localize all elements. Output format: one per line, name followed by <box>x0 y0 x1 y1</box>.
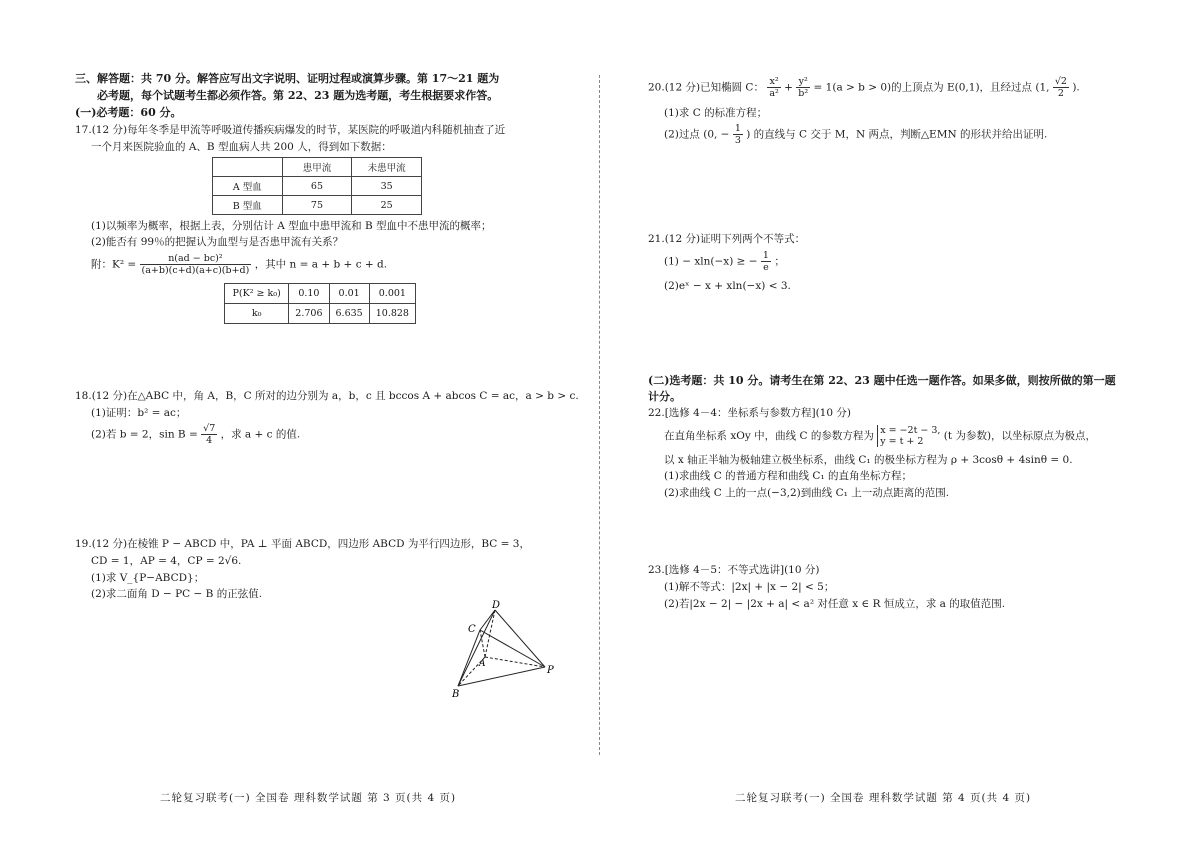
q20-y-fraction <box>796 76 810 99</box>
ptable-cell: 0.10 <box>289 284 329 304</box>
q19-sub2: (2)求二面角 D − PC − B 的正弦值. <box>91 588 263 600</box>
q22-line1-prefix: 在直角坐标系 xOy 中，曲线 C 的参数方程为 <box>664 430 874 442</box>
q18-sub1: (1)证明：b² = ac； <box>91 407 187 419</box>
q20-sub2-fraction <box>733 123 743 146</box>
q17-appendix <box>91 253 387 276</box>
q20-x-denominator: a² <box>769 88 779 99</box>
q20-sub2-numerator: 1 <box>734 123 741 134</box>
q18-sinb-denominator: 4 <box>206 435 213 446</box>
q17-table-header: 未患甲流 <box>352 158 422 177</box>
q17-table-cell: 65 <box>282 177 352 196</box>
q19-line2: CD = 1，AP = 4，CP = 2√6. <box>91 555 242 567</box>
q21-line1: 21.(12 分)证明下列两个不等式： <box>648 233 806 245</box>
vertex-label-a: A <box>479 659 486 669</box>
q17-table-cell: 25 <box>352 196 422 215</box>
q20-sub1: (1)求 C 的标准方程； <box>664 107 768 119</box>
q17-table-corner <box>213 158 283 177</box>
q17-table-cell: B 型血 <box>213 196 283 215</box>
ptable-cell: 0.001 <box>369 284 415 304</box>
q23-sub1: (1)解不等式：|2x| + |x − 2| < 5； <box>664 581 835 593</box>
q17-k2-denominator: (a+b)(c+d)(a+c)(b+d) <box>141 265 250 276</box>
q18-sinb-numerator: √7 <box>203 423 216 434</box>
q21-sub1 <box>664 250 785 273</box>
vertex-label-c: C <box>468 624 476 635</box>
q18-line1: 18.(12 分)在△ABC 中，角 A，B，C 所对的边分别为 a，b，c 且 bccos A + abcos C = ac，a > b > c. <box>75 390 579 402</box>
q21-sub1-suffix: ； <box>774 255 785 268</box>
ptable-cell: 10.828 <box>369 304 415 324</box>
q20-line1 <box>648 76 1080 99</box>
q20-point-prefix: (1, <box>1035 81 1050 94</box>
q20-plus: + <box>784 81 793 94</box>
q20-sub2-point-prefix: (0, − <box>703 128 730 141</box>
q20-x-fraction <box>767 76 780 99</box>
ptable-cell: 0.01 <box>329 284 369 304</box>
q17-data-table <box>212 157 422 215</box>
q22-title: 22.[选修 4－4：坐标系与参数方程](10 分) <box>648 407 851 419</box>
ptable-cell: 2.706 <box>289 304 329 324</box>
q23-sub2: (2)若|2x − 2| − |2x + a| < a² 对任意 x ∈ R 恒成立，求 a 的取值范围. <box>664 598 1006 610</box>
vertex-label-b: B <box>452 689 460 700</box>
q22-parametric-system <box>877 425 940 447</box>
q18-sub2-prefix: (2)若 b = 2，sin B = <box>91 428 198 441</box>
q19-line1: 19.(12 分)在棱锥 P − ABCD 中，PA ⊥ 平面 ABCD，四边形 ABCD 为平行四边形，BC = 3， <box>75 538 530 550</box>
q22-line1-suffix: (t 为参数)，以坐标原点为极点， <box>943 430 1097 442</box>
left-footer: 二轮复习联考(一) 全国卷 理科数学试题 第 3 页(共 4 页) <box>160 792 457 804</box>
q20-x-numerator: x² <box>767 76 780 88</box>
q18-sub2-suffix: ，求 a + c 的值. <box>220 428 301 441</box>
right-footer: 二轮复习联考(一) 全国卷 理科数学试题 第 4 页(共 4 页) <box>735 792 1032 804</box>
q18-sinb-fraction <box>201 423 217 446</box>
q21-sub1-prefix: (1) − xln(−x) ≥ − <box>664 255 758 268</box>
q21-sub1-denominator: e <box>763 262 769 273</box>
q20-line1-prefix: 20.(12 分)已知椭圆 C： <box>648 81 764 94</box>
q22-sub2: (2)求曲线 C 上的一点(−3,2)到曲线 C₁ 上一动点距离的范围. <box>664 487 950 499</box>
q20-sub2-suffix: 的直线与 C 交于 M，N 两点，判断△EMN 的形状并给出证明. <box>753 128 1048 141</box>
q17-k2-fraction <box>140 253 252 276</box>
q17-appendix-prefix: 附：K² = <box>91 258 137 271</box>
q17-sub1: (1)以频率为概率，根据上表，分别估计 A 型血中患甲流和 B 型血中不患甲流的概率； <box>91 220 492 232</box>
q20-point-denominator: 2 <box>1057 88 1064 99</box>
pyramid-figure <box>440 595 570 705</box>
q17-line2: 一个月来医院验血的 A、B 型血病人共 200 人，得到如下数据： <box>91 141 392 153</box>
section3-heading: 三、解答题：共 70 分。解答应写出文字说明、证明过程或演算步骤。第 17～21 题为 <box>75 72 500 85</box>
q21-sub1-numerator: 1 <box>762 250 769 261</box>
ptable-cell: k₀ <box>225 304 289 324</box>
optional-heading: (二)选考题：共 10 分。请考生在第 22、23 题中任选一题作答。如果多做，则按所做的第一题 <box>648 374 1116 387</box>
q20-line1-mid: = 1(a > b > 0)的上顶点为 E(0,1)，且经过点 <box>813 81 1033 94</box>
q20-y-denominator: b² <box>798 88 809 99</box>
required-heading: (一)必考题：60 分。 <box>75 106 182 119</box>
q23-title: 23.[选修 4－5：不等式选讲](10 分) <box>648 564 820 576</box>
q17-k2-numerator: n(ad − bc)² <box>140 253 252 265</box>
q20-sub2-prefix: (2)过点 <box>664 128 700 141</box>
q17-line1: 17.(12 分)每年冬季是甲流等呼吸道传播疾病爆发的时节，某医院的呼吸道内科随机抽查了近 <box>75 124 506 136</box>
q19-sub1: (1)求 V_{P−ABCD}； <box>91 572 205 584</box>
vertex-label-p: P <box>547 665 554 676</box>
q20-point-suffix: ). <box>1072 81 1080 94</box>
q17-table-cell: A 型血 <box>213 177 283 196</box>
q17-table-header: 患甲流 <box>282 158 352 177</box>
q17-table-cell: 75 <box>282 196 352 215</box>
q17-critical-value-table <box>224 283 416 324</box>
section3-heading-cont: 必考题，每个试题考生都必须作答。第 22、23 题为选考题，考生根据要求作答。 <box>97 89 499 102</box>
q17-sub2: (2)能否有 99％的把握认为血型与是否患甲流有关系？ <box>91 236 344 248</box>
q20-point-numerator: √2 <box>1054 76 1067 87</box>
q21-sub2: (2)eˣ − x + xln(−x) < 3. <box>664 280 791 292</box>
q18-sub2 <box>91 423 300 446</box>
q22-eq1: x = −2t − 3, <box>880 425 941 436</box>
q22-line1 <box>664 425 1096 447</box>
q20-sub2-denominator: 3 <box>734 135 741 146</box>
q22-sub1: (1)求曲线 C 的普通方程和曲线 C₁ 的直角坐标方程； <box>664 470 913 482</box>
q20-point-fraction <box>1053 76 1069 99</box>
q22-eq2: y = t + 2 <box>880 436 924 447</box>
right-page <box>600 0 1200 849</box>
q17-appendix-suffix: ，其中 n = a + b + c + d. <box>254 258 388 271</box>
ptable-cell: 6.635 <box>329 304 369 324</box>
optional-heading-cont: 计分。 <box>648 390 681 403</box>
q20-sub2 <box>664 123 1047 146</box>
q22-line2: 以 x 轴正半轴为极轴建立极坐标系，曲线 C₁ 的极坐标方程为 ρ + 3cosθ + 4sinθ = 0. <box>664 454 1073 466</box>
q20-sub2-point-suffix: ) <box>746 128 751 141</box>
q20-y-numerator: y² <box>796 76 810 88</box>
vertex-label-d: D <box>492 600 501 611</box>
q17-table-cell: 35 <box>352 177 422 196</box>
q21-sub1-fraction <box>761 250 771 273</box>
ptable-cell: P(K² ≥ k₀) <box>225 284 289 304</box>
